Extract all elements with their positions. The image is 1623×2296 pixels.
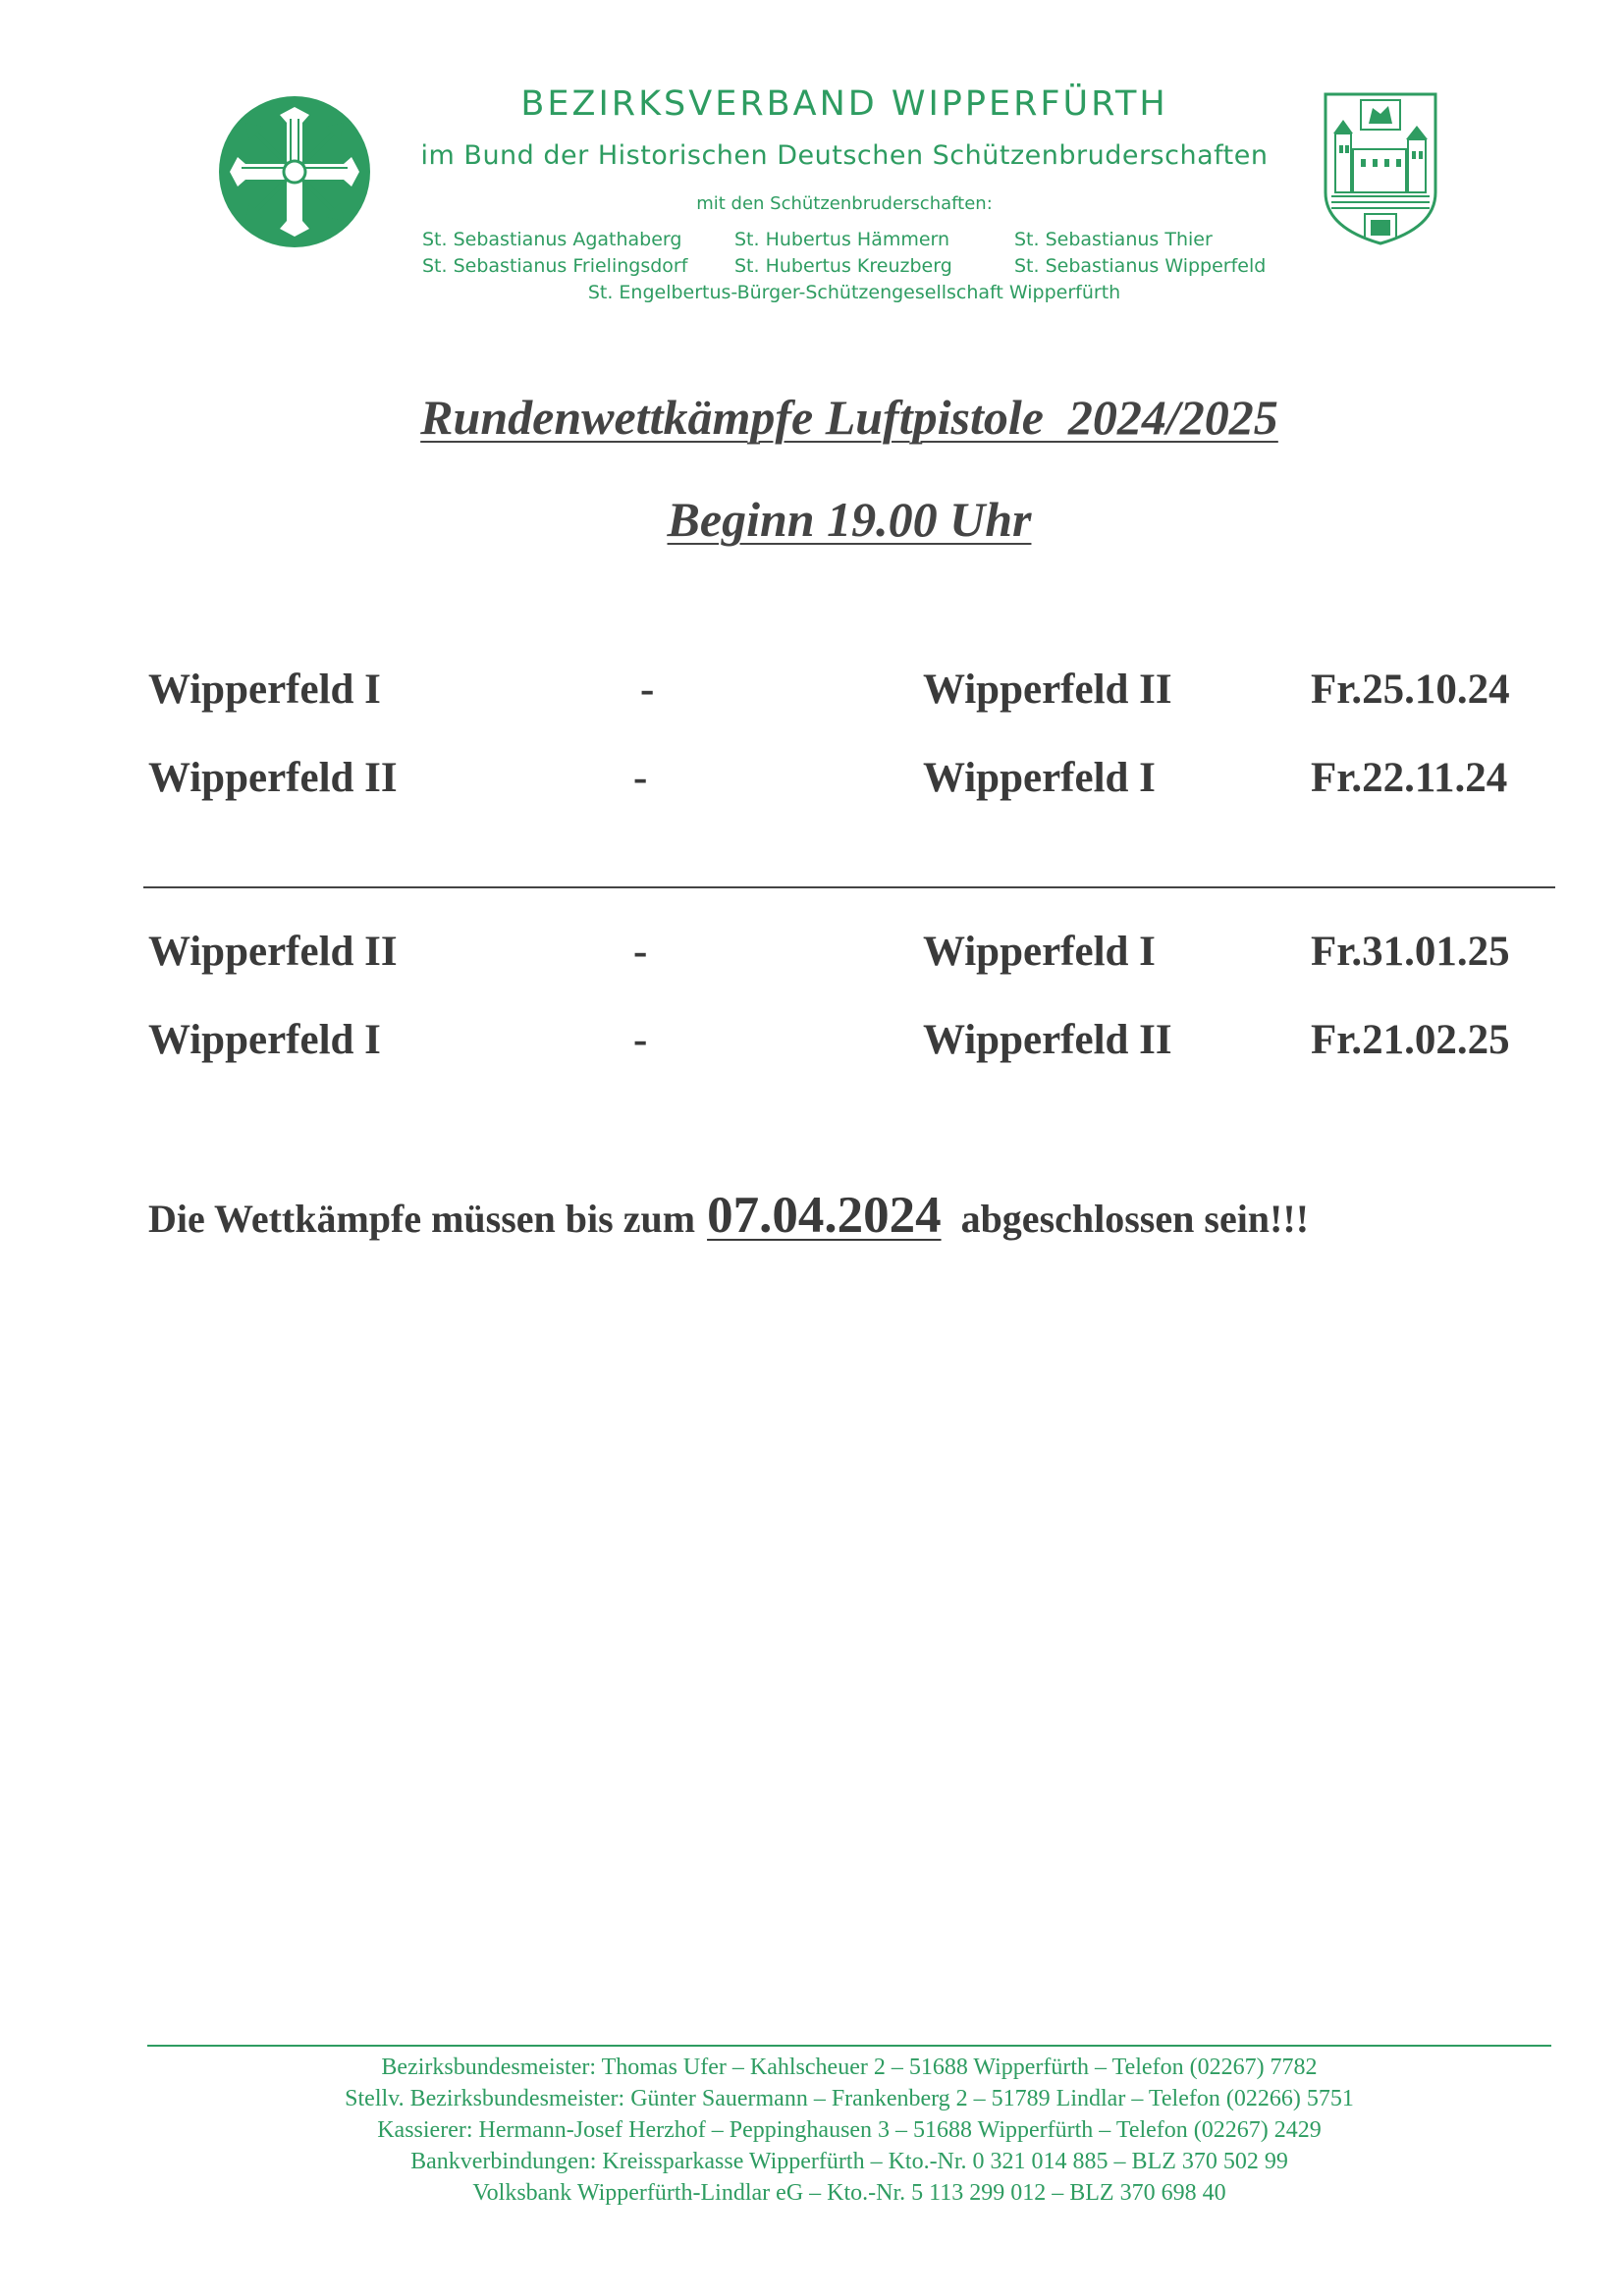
versus-dash: -: [633, 1017, 648, 1063]
footer-line: Kassierer: Hermann-Josef Herzhof – Peppinghausen 3 – 51688 Wipperfürth – Telefon (02267) 2429: [377, 2117, 1322, 2143]
fixture-row: [0, 754, 1623, 813]
start-time: Beginn 19.00 Uhr: [667, 492, 1032, 547]
page-title: Rundenwettkämpfe Luftpistole 2024/2025: [420, 390, 1278, 445]
away-team: Wipperfeld I: [923, 755, 1156, 801]
fixture-row: [0, 666, 1623, 724]
home-team: Wipperfeld I: [148, 667, 381, 713]
footer-line: Bezirksbundesmeister: Thomas Ufer – Kahlscheuer 2 – 51688 Wipperfürth – Telefon (02267) 7782: [381, 2055, 1318, 2080]
match-date: Fr.22.11.24: [1311, 755, 1508, 801]
coat-of-arms-icon: [1322, 90, 1439, 247]
club-name: St. Sebastianus Thier: [1014, 229, 1213, 250]
letterhead-title: BEZIRKSVERBAND WIPPERFÜRTH: [520, 84, 1168, 124]
footer-line: Volksbank Wipperfürth-Lindlar eG – Kto.-Nr. 5 113 299 012 – BLZ 370 698 40: [472, 2180, 1226, 2206]
clubs-intro: mit den Schützenbruderschaften:: [696, 193, 993, 214]
club-row: [422, 229, 1286, 255]
versus-dash: -: [633, 929, 648, 975]
footer-line: Stellv. Bezirksbundesmeister: Günter Sauermann – Frankenberg 2 – 51789 Lindlar – Telefon (02266) 5751: [345, 2086, 1354, 2111]
match-date: Fr.21.02.25: [1311, 1017, 1510, 1063]
club-row: [422, 255, 1286, 282]
away-team: Wipperfeld II: [923, 667, 1172, 713]
club-name: St. Hubertus Hämmern: [734, 229, 950, 250]
letterhead-subtitle: im Bund der Historischen Deutschen Schützenbruderschaften: [420, 140, 1269, 171]
versus-dash: -: [640, 667, 655, 713]
fixture-row: [0, 1016, 1623, 1075]
fixture-row: [0, 928, 1623, 987]
home-team: Wipperfeld II: [148, 929, 398, 975]
club-name: St. Engelbertus-Bürger-Schützengesellschaft Wipperfürth: [587, 282, 1121, 303]
club-name: St. Sebastianus Frielingsdorf: [422, 255, 688, 277]
note-text: abgeschlossen sein!!!: [960, 1197, 1310, 1241]
club-name: St. Hubertus Kreuzberg: [734, 255, 952, 277]
footer-line: Bankverbindungen: Kreissparkasse Wipperfürth – Kto.-Nr. 0 321 014 885 – BLZ 370 502 99: [410, 2149, 1288, 2174]
home-team: Wipperfeld II: [148, 755, 398, 801]
deadline-date: 07.04.2024: [707, 1187, 942, 1244]
cross-arrows-emblem-icon: [216, 93, 373, 250]
club-row: [422, 282, 1286, 308]
versus-dash: -: [633, 755, 648, 801]
deadline-note: [148, 1186, 1309, 1245]
footer: [0, 2052, 1623, 2209]
club-name: St. Sebastianus Wipperfeld: [1014, 255, 1267, 277]
match-date: Fr.31.01.25: [1311, 929, 1510, 975]
away-team: Wipperfeld I: [923, 929, 1156, 975]
match-date: Fr.25.10.24: [1311, 667, 1510, 713]
club-name: St. Sebastianus Agathaberg: [422, 229, 682, 250]
home-team: Wipperfeld I: [148, 1017, 381, 1063]
note-text: Die Wettkämpfe müssen bis zum: [148, 1197, 696, 1241]
section-divider: [143, 886, 1555, 888]
away-team: Wipperfeld II: [923, 1017, 1172, 1063]
club-list: [422, 229, 1286, 308]
footer-divider: [147, 2045, 1551, 2047]
